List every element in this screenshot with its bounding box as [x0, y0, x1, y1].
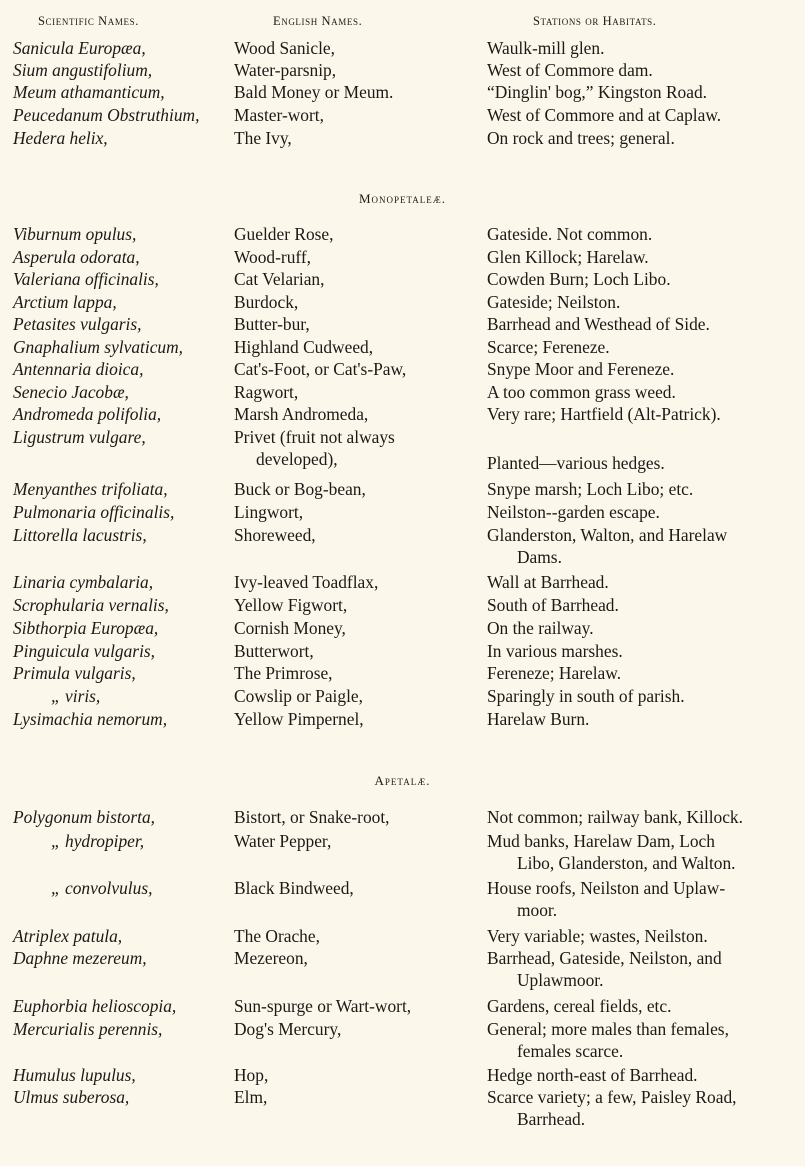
station-habitat [487, 685, 793, 707]
english-name-text: Ivy-leaved Toadflax, [234, 572, 379, 592]
english-name-text: Mezereon, [234, 948, 308, 968]
scientific-name: Menyanthes trifoliata, [13, 479, 168, 499]
station-habitat [487, 662, 793, 684]
station-habitat [487, 291, 793, 313]
english-name-text: Elm, [234, 1087, 268, 1107]
station-continued: Dams. [517, 547, 562, 567]
station-text: Barrhead and Westhead of Side. [487, 314, 710, 334]
scientific-name: Petasites vulgaris, [13, 314, 142, 334]
scientific-name: „ viris, [51, 686, 101, 706]
scientific-name: Lysimachia nemorum, [13, 709, 168, 729]
station-continued: Libo, Glanderston, and Walton. [517, 853, 736, 873]
station-habitat [487, 947, 793, 991]
english-name-text: Shoreweed, [234, 525, 316, 545]
english-name-text: Black Bindweed, [234, 878, 354, 898]
station-text: Cowden Burn; Loch Libo. [487, 269, 671, 289]
english-name [234, 685, 469, 707]
english-name [234, 223, 469, 245]
scientific-name: Meum athamanticum, [13, 82, 165, 102]
scientific-name: Peucedanum Obstruthium, [13, 105, 200, 125]
english-name [234, 37, 469, 59]
english-name [234, 640, 469, 662]
station-text: A too common grass weed. [487, 382, 676, 402]
english-name-text: Buck or Bog-bean, [234, 479, 366, 499]
station-text: Planted—various hedges. [487, 453, 665, 473]
station-habitat [487, 452, 793, 474]
station-continued: Barrhead. [517, 1109, 586, 1129]
english-name-text: Lingwort, [234, 502, 304, 522]
station-habitat [487, 995, 793, 1017]
english-name-text: Privet (fruit not always [234, 427, 395, 447]
station-text: West of Commore dam. [487, 60, 653, 80]
scientific-name: Pulmonaria officinalis, [13, 502, 175, 522]
english-name [234, 358, 469, 380]
scientific-name: Ligustrum vulgare, [13, 427, 146, 447]
scientific-name: Arctium lappa, [13, 292, 117, 312]
english-name-text: Water Pepper, [234, 831, 332, 851]
station-habitat [487, 617, 793, 639]
station-continued: females scarce. [517, 1041, 624, 1061]
header-english-names: English Names. [273, 14, 363, 28]
station-text: Very variable; wastes, Neilston. [487, 926, 708, 946]
english-name-continued: developed), [256, 449, 338, 469]
scientific-name: Antennaria dioica, [13, 359, 144, 379]
station-text: Barrhead, Gateside, Neilston, and [487, 948, 722, 968]
english-name-text: Bistort, or Snake-root, [234, 807, 390, 827]
english-name [234, 313, 469, 335]
english-name [234, 403, 469, 425]
scientific-name: Littorella lacustris, [13, 525, 147, 545]
section-title: Apetalæ. [374, 773, 431, 788]
scientific-name: Atriplex patula, [13, 926, 123, 946]
english-name [234, 1086, 469, 1108]
station-habitat [487, 925, 793, 947]
station-habitat [487, 571, 793, 593]
scientific-name: Humulus lupulus, [13, 1065, 136, 1085]
english-name [234, 806, 469, 828]
station-habitat [487, 524, 793, 568]
station-habitat [487, 81, 793, 103]
station-habitat [487, 381, 793, 403]
station-habitat [487, 877, 793, 921]
scientific-name: Euphorbia helioscopia, [13, 996, 177, 1016]
station-text: Gardens, cereal fields, etc. [487, 996, 672, 1016]
station-text: House roofs, Neilston and Uplaw- [487, 878, 726, 898]
station-text: “Dinglin' bog,” Kingston Road. [487, 82, 708, 102]
station-habitat [487, 37, 793, 59]
station-text: On the railway. [487, 618, 594, 638]
english-name-text: Butter-bur, [234, 314, 310, 334]
scientific-name: Sibthorpia Europæa, [13, 618, 159, 638]
station-habitat [487, 478, 793, 500]
scientific-name: Hedera helix, [13, 128, 108, 148]
english-name-text: Yellow Pimpernel, [234, 709, 364, 729]
english-name [234, 291, 469, 313]
scientific-name: Viburnum opulus, [13, 224, 137, 244]
station-habitat [487, 403, 793, 425]
station-habitat [487, 501, 793, 523]
station-habitat [487, 594, 793, 616]
station-text: Not common; railway bank, Killock. [487, 807, 743, 827]
station-text: Neilston--garden escape. [487, 502, 660, 522]
scientific-name: Primula vulgaris, [13, 663, 136, 683]
station-text: Gateside; Neilston. [487, 292, 621, 312]
english-name [234, 381, 469, 403]
scientific-name: Gnaphalium sylvaticum, [13, 337, 184, 357]
english-name [234, 662, 469, 684]
station-text: Snype Moor and Fereneze. [487, 359, 675, 379]
english-name [234, 268, 469, 290]
scientific-name: Andromeda polifolia, [13, 404, 162, 424]
station-text: In various marshes. [487, 641, 623, 661]
header-scientific-names: Scientific Names. [38, 14, 139, 28]
station-habitat [487, 104, 793, 126]
station-habitat [487, 358, 793, 380]
english-name-text: Butterwort, [234, 641, 314, 661]
station-text: West of Commore and at Caplaw. [487, 105, 722, 125]
english-name-text: The Primrose, [234, 663, 333, 683]
english-name [234, 617, 469, 639]
station-habitat [487, 59, 793, 81]
station-text: Gateside. Not common. [487, 224, 653, 244]
english-name [234, 947, 469, 969]
scientific-name: Sium angustifolium, [13, 60, 153, 80]
station-text: Sparingly in south of parish. [487, 686, 685, 706]
scientific-name: Asperula odorata, [13, 247, 140, 267]
english-name-text: Hop, [234, 1065, 269, 1085]
english-name [234, 426, 469, 470]
station-text: Waulk-mill glen. [487, 38, 605, 58]
english-name [234, 1018, 469, 1040]
english-name [234, 478, 469, 500]
english-name-text: Sun-spurge or Wart-wort, [234, 996, 412, 1016]
english-name [234, 59, 469, 81]
station-text: Harelaw Burn. [487, 709, 590, 729]
station-habitat [487, 223, 793, 245]
english-name-text: The Orache, [234, 926, 320, 946]
station-text: Glen Killock; Harelaw. [487, 247, 649, 267]
english-name [234, 925, 469, 947]
scientific-name: Daphne mezereum, [13, 948, 147, 968]
station-continued: moor. [517, 900, 558, 920]
station-text: Snype marsh; Loch Libo; etc. [487, 479, 694, 499]
scientific-name: „ convolvulus, [51, 878, 153, 898]
station-text: Hedge north-east of Barrhead. [487, 1065, 698, 1085]
scientific-name: Senecio Jacobæ, [13, 382, 129, 402]
english-name [234, 1064, 469, 1086]
station-habitat [487, 313, 793, 335]
english-name-text: Wood Sanicle, [234, 38, 335, 58]
english-name-text: Wood-ruff, [234, 247, 312, 267]
station-text: Scarce; Fereneze. [487, 337, 610, 357]
english-name-text: Cat Velarian, [234, 269, 325, 289]
english-name-text: Burdock, [234, 292, 299, 312]
english-name-text: Cat's-Foot, or Cat's-Paw, [234, 359, 407, 379]
english-name [234, 571, 469, 593]
english-name-text: Marsh Andromeda, [234, 404, 369, 424]
station-habitat [487, 806, 793, 828]
english-name-text: Ragwort, [234, 382, 299, 402]
english-name-text: Guelder Rose, [234, 224, 334, 244]
english-name-text: Highland Cudweed, [234, 337, 374, 357]
english-name [234, 877, 469, 899]
station-habitat [487, 1064, 793, 1086]
station-habitat [487, 246, 793, 268]
english-name [234, 104, 469, 126]
scientific-name: Sanicula Europæa, [13, 38, 146, 58]
station-habitat [487, 268, 793, 290]
scientific-name: Polygonum bistorta, [13, 807, 156, 827]
station-habitat [487, 708, 793, 730]
station-text: Very rare; Hartfield (Alt-Patrick). [487, 404, 721, 424]
english-name [234, 81, 469, 103]
english-name [234, 246, 469, 268]
english-name-text: Bald Money or Meum. [234, 82, 394, 102]
station-habitat [487, 127, 793, 149]
station-text: Scarce variety; a few, Paisley Road, [487, 1087, 737, 1107]
station-text: Mud banks, Harelaw Dam, Loch [487, 831, 715, 851]
station-habitat [487, 336, 793, 358]
station-habitat [487, 1018, 793, 1062]
scientific-name: Pinguicula vulgaris, [13, 641, 156, 661]
english-name-text: Master-wort, [234, 105, 324, 125]
header-stations: Stations or Habitats. [533, 14, 657, 28]
english-name [234, 501, 469, 523]
scientific-name: Mercurialis perennis, [13, 1019, 163, 1039]
english-name-text: Dog's Mercury, [234, 1019, 342, 1039]
section-title: Monopetaleæ. [358, 191, 447, 206]
english-name-text: Yellow Figwort, [234, 595, 348, 615]
english-name [234, 594, 469, 616]
station-habitat [487, 1086, 793, 1130]
english-name [234, 830, 469, 852]
station-text: General; more males than females, [487, 1019, 729, 1039]
scientific-name: Scrophularia vernalis, [13, 595, 169, 615]
station-text: Glanderston, Walton, and Harelaw [487, 525, 728, 545]
english-name [234, 708, 469, 730]
station-text: Fereneze; Harelaw. [487, 663, 622, 683]
english-name-text: The Ivy, [234, 128, 292, 148]
station-habitat [487, 640, 793, 662]
english-name-text: Cornish Money, [234, 618, 346, 638]
english-name [234, 336, 469, 358]
english-name [234, 995, 469, 1017]
english-name-text: Cowslip or Paigle, [234, 686, 363, 706]
scientific-name: Linaria cymbalaria, [13, 572, 154, 592]
english-name-text: Water-parsnip, [234, 60, 337, 80]
scientific-name: Valeriana officinalis, [13, 269, 159, 289]
scientific-name: Ulmus suberosa, [13, 1087, 130, 1107]
english-name [234, 127, 469, 149]
station-continued: Uplawmoor. [517, 970, 604, 990]
station-habitat [487, 830, 793, 874]
station-text: On rock and trees; general. [487, 128, 675, 148]
station-text: Wall at Barrhead. [487, 572, 609, 592]
english-name [234, 524, 469, 546]
station-text: South of Barrhead. [487, 595, 619, 615]
scientific-name: „ hydropiper, [51, 831, 145, 851]
